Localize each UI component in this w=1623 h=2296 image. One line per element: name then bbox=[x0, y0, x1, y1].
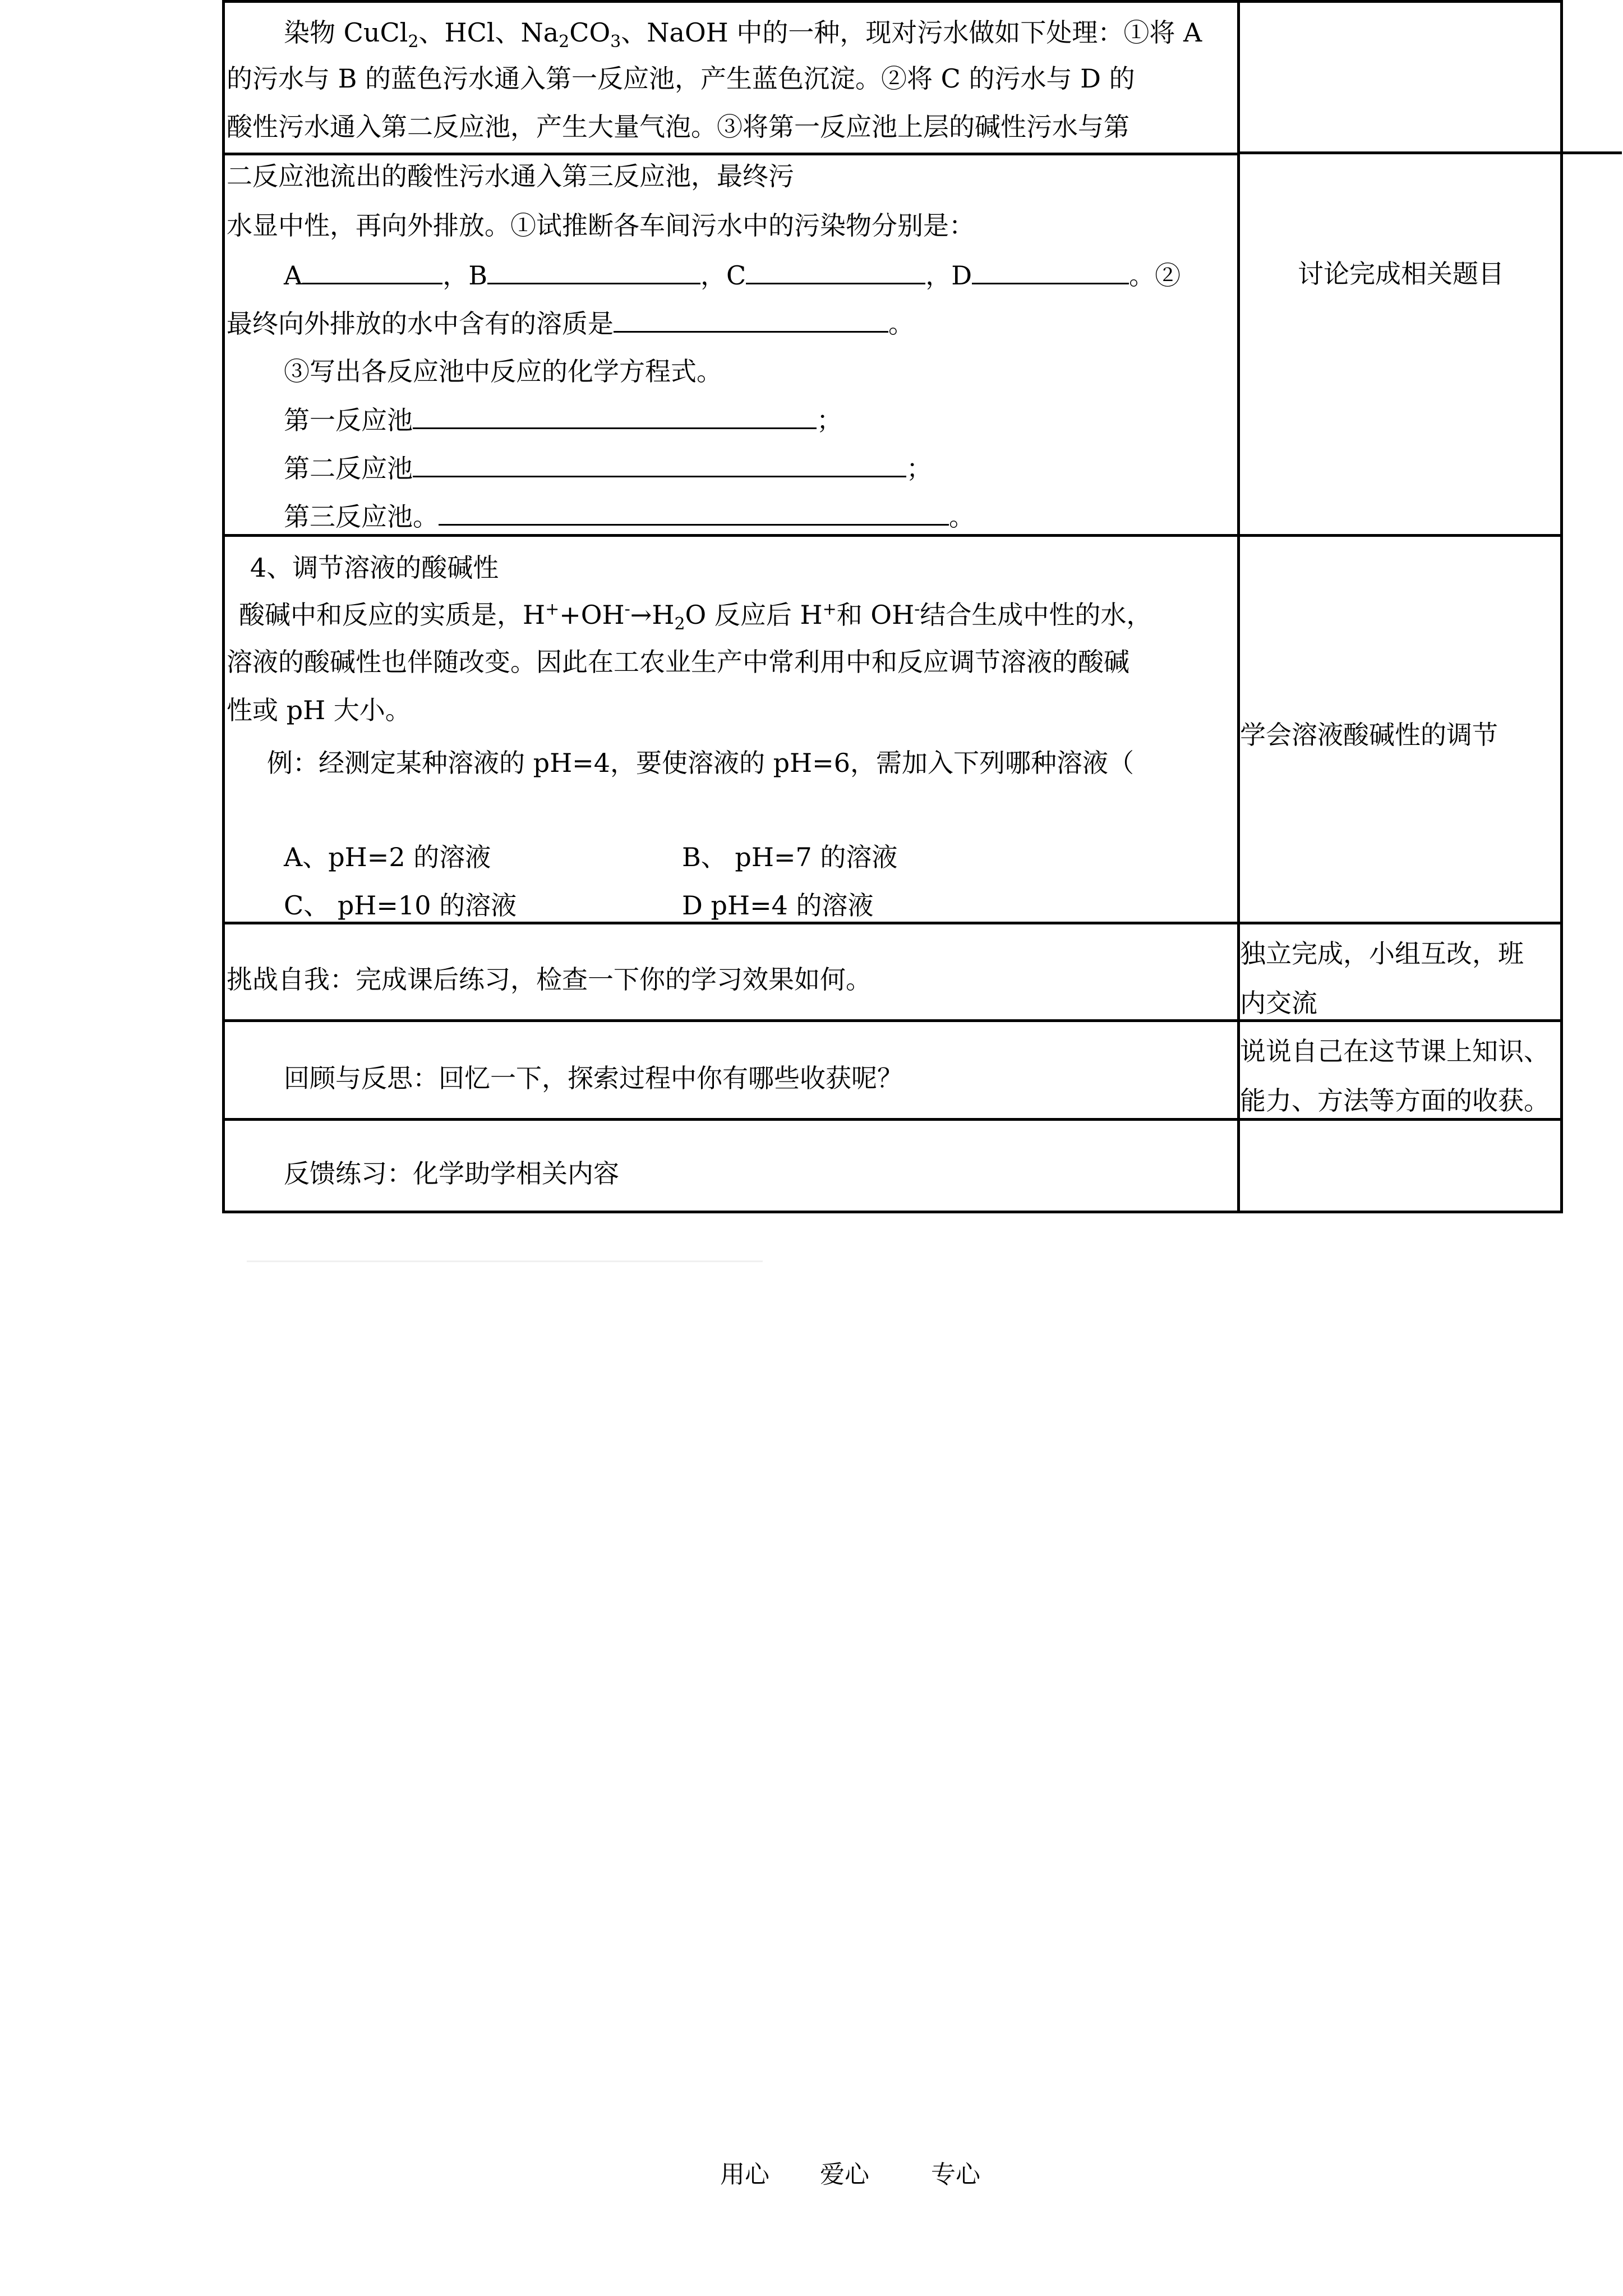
table-top-border bbox=[222, 0, 1562, 3]
row1-line2: 的污水与 B 的蓝色污水通入第一反应池，产生蓝色沉淀。②将 C 的污水与 D 的 bbox=[227, 63, 1135, 94]
answer-blank-solute[interactable] bbox=[614, 307, 888, 333]
option-d: D pH=4 的溶液 bbox=[682, 890, 874, 921]
pool2-line: 第二反应池 ； bbox=[284, 453, 932, 484]
table-right-border bbox=[1560, 0, 1563, 1213]
answer-blank-pool3[interactable] bbox=[439, 500, 949, 526]
row-divider bbox=[1237, 151, 1622, 154]
row4-activity-line1: 独立完成，小组互改，班 bbox=[1240, 938, 1524, 969]
answer-blank-c[interactable] bbox=[746, 259, 925, 284]
option-b: B、 pH=7 的溶液 bbox=[682, 842, 898, 872]
faint-rule bbox=[247, 1260, 763, 1262]
pool3-line: 第三反应池。 。 bbox=[284, 501, 975, 532]
row-divider bbox=[222, 1019, 1562, 1022]
row-divider bbox=[222, 153, 1237, 155]
option-a: A、pH=2 的溶液 bbox=[284, 842, 491, 872]
footer-word-1: 用心 bbox=[720, 2160, 769, 2189]
row-divider bbox=[222, 922, 1562, 924]
row3-para1: 酸碱中和反应的实质是，$H^++OH^-\to H_2O$ 反应后 H+和 OH-结合生成中性的水， bbox=[239, 599, 1152, 634]
feedback-text: 反馈练习：化学助学相关内容 bbox=[284, 1158, 619, 1189]
row2-line1: 二反应池流出的酸性污水通入第三反应池，最终污 bbox=[227, 161, 794, 191]
row3-para2: 溶液的酸碱性也伴随改变。因此在工农业生产中常利用中和反应调节溶液的酸碱 bbox=[227, 647, 1129, 677]
row2-activity: 讨论完成相关题目 bbox=[1298, 259, 1504, 289]
option-c: C、 pH=10 的溶液 bbox=[284, 890, 517, 921]
row-divider bbox=[222, 534, 1562, 537]
row3-para3: 性或 pH 大小。 bbox=[227, 695, 411, 725]
row4-activity-line2: 内交流 bbox=[1240, 988, 1317, 1018]
row3-activity: 学会溶液酸碱性的调节 bbox=[1240, 720, 1498, 750]
review-text: 回顾与反思：回忆一下，探索过程中你有哪些收获呢？ bbox=[284, 1063, 903, 1093]
table-bottom-border bbox=[222, 1211, 1562, 1213]
row2-line5: ③写出各反应池中反应的化学方程式。 bbox=[284, 356, 722, 386]
table-left-border bbox=[222, 0, 225, 1213]
row1-line3: 酸性污水通入第二反应池，产生大量气泡。③将第一反应池上层的碱性污水与第 bbox=[227, 112, 1129, 142]
answer-blank-pool2[interactable] bbox=[413, 452, 906, 477]
example-question: 例：经测定某种溶液的 pH=4，要使溶液的 pH=6，需加入下列哪种溶液（ bbox=[267, 748, 1134, 778]
answer-blank-pool1[interactable] bbox=[413, 404, 817, 429]
row1-line1: 染物 CuCl$_2$、HCl、$Na_2CO_3$、NaOH 中的一种，现对污水做如下处理：①将 A bbox=[284, 17, 1202, 52]
lesson-table bbox=[222, 0, 1562, 1211]
row-divider bbox=[222, 1118, 1562, 1121]
answer-blank-b[interactable] bbox=[487, 259, 700, 284]
row2-line3: A ，B ，C ，D 。② bbox=[284, 260, 1181, 291]
row2-line4: 最终向外排放的水中含有的溶质是 。 bbox=[227, 309, 914, 339]
footer-word-2: 爱心 bbox=[820, 2160, 869, 2189]
row5-activity-line1: 说说自己在这节课上知识、 bbox=[1240, 1036, 1550, 1066]
challenge-text: 挑战自我：完成课后练习，检查一下你的学习效果如何。 bbox=[227, 964, 872, 995]
pool1-line: 第一反应池 ； bbox=[284, 405, 842, 435]
answer-blank-a[interactable] bbox=[302, 259, 442, 284]
section-heading: 4、调节溶液的酸碱性 bbox=[250, 553, 499, 583]
row2-line2: 水显中性，再向外排放。①试推断各车间污水中的污染物分别是： bbox=[227, 210, 975, 241]
row5-activity-line2: 能力、方法等方面的收获。 bbox=[1240, 1085, 1550, 1116]
column-divider bbox=[1237, 0, 1240, 1213]
footer-word-3: 专心 bbox=[931, 2160, 980, 2189]
answer-blank-d[interactable] bbox=[972, 259, 1129, 284]
